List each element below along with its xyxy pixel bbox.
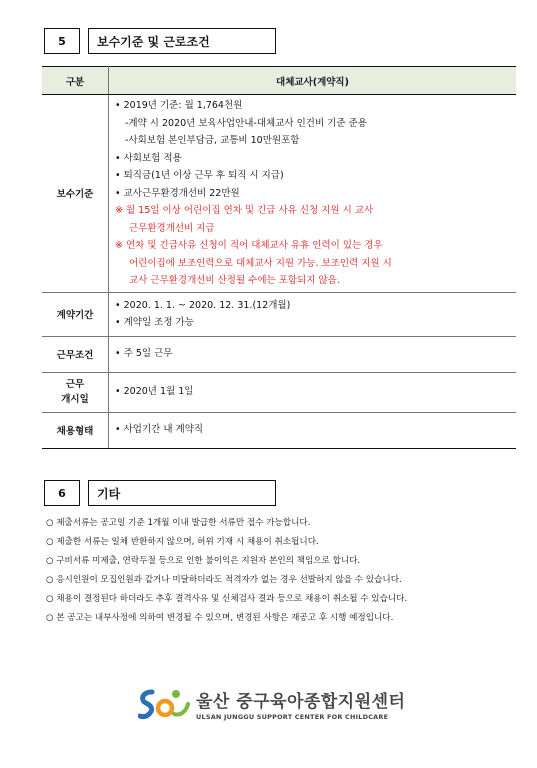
row-value-pay <box>109 95 517 293</box>
list-item: ○ 구비서류 미제출, 연락두절 등으로 인한 불이익은 지원자 본인의 책임으로 합니다. <box>46 552 526 571</box>
table-row <box>42 372 516 412</box>
list-item: • 사회보험 적용 <box>115 150 510 168</box>
row-value-contract <box>109 292 517 336</box>
notice-list <box>46 514 526 628</box>
list-item: • 2019년 기준: 월 1,764천원 <box>115 97 510 115</box>
header-substitute-teacher: 대체교사(계약직) <box>109 67 517 95</box>
list-item: • 2020. 1. 1. ~ 2020. 12. 31.(12개월) <box>115 297 510 315</box>
list-item: ○ 본 공고는 내부사정에 의하여 변경될 수 있으며, 변경된 사항은 재공고 후 시행 예정입니다. <box>46 609 526 628</box>
start-label-line2: 개시일 <box>61 394 89 405</box>
list-item: -계약 시 2020년 보육사업안내-대체교사 인건비 기준 준용 <box>125 117 367 129</box>
section-title: 기타 <box>88 480 276 506</box>
list-item: • 교사근무환경개선비 22만원 <box>115 185 510 203</box>
note-line: ※ 연차 및 긴급사유 신청이 적어 대체교사 유휴 인력이 있는 경우 <box>115 240 383 251</box>
table-row <box>42 95 516 293</box>
row-label-pay: 보수기준 <box>42 95 109 293</box>
section-6-header <box>44 480 276 506</box>
row-label-start <box>42 372 109 412</box>
conditions-table <box>42 66 516 449</box>
list-item: ○ 채용이 결정된다 하더라도 추후 결격사유 및 신체검사 결과 등으로 채용이 취소될 수 있습니다. <box>46 590 526 609</box>
note-line: 교사 근무환경개선비 산정될 수에는 포함되지 않음. <box>129 275 340 286</box>
logo-name: 울산 중구육아종합지원센터 <box>196 692 406 712</box>
center-logo-icon <box>138 686 190 722</box>
header-category: 구분 <box>42 67 109 95</box>
section-number: 5 <box>44 28 80 54</box>
row-value-work: • 주 5일 근무 <box>115 345 510 363</box>
table-row <box>42 292 516 336</box>
row-label-work: 근무조건 <box>42 336 109 372</box>
row-value-start: • 2020년 1월 1일 <box>115 383 510 401</box>
list-item: ○ 응시인원이 모집인원과 같거나 미달하더라도 적격자가 없는 경우 선발하지 않을 수 있습니다. <box>46 571 526 590</box>
section-number: 6 <box>44 480 80 506</box>
list-item: -사회보험 본인부담금, 교통비 10만원포함 <box>125 135 300 146</box>
note-line: 어린이집에 보조인력으로 대체교사 지원 가능. 보조인력 지원 시 <box>129 257 392 269</box>
start-label-line1: 근무 <box>65 379 85 390</box>
table-header-row <box>42 67 516 95</box>
note-line: ※ 월 15일 이상 어린이집 연차 및 긴급 사유 신청 지원 시 교사 <box>115 205 374 216</box>
center-logo <box>138 686 405 722</box>
table-row <box>42 336 516 372</box>
row-label-hire: 채용형태 <box>42 412 109 448</box>
row-value-hire: • 사업기간 내 계약직 <box>115 421 510 439</box>
list-item: • 계약일 조정 가능 <box>115 314 510 332</box>
note-line: 근무환경개선비 지급 <box>129 222 215 234</box>
section-title: 보수기준 및 근로조건 <box>88 28 276 54</box>
logo-english: ULSAN JUNGGU SUPPORT CENTER FOR CHILDCARE <box>196 713 389 721</box>
section-5-header <box>44 28 276 54</box>
list-item: ○ 제출서류는 공고일 기준 1개월 이내 발급한 서류만 접수 가능합니다. <box>46 514 526 533</box>
list-item: • 퇴직금(1년 이상 근무 후 퇴직 시 지급) <box>115 167 510 185</box>
row-label-contract: 계약기간 <box>42 292 109 336</box>
list-item: ○ 제출한 서류는 일체 반환하지 않으며, 허위 기재 시 채용이 취소됩니다. <box>46 533 526 552</box>
table-row <box>42 412 516 448</box>
